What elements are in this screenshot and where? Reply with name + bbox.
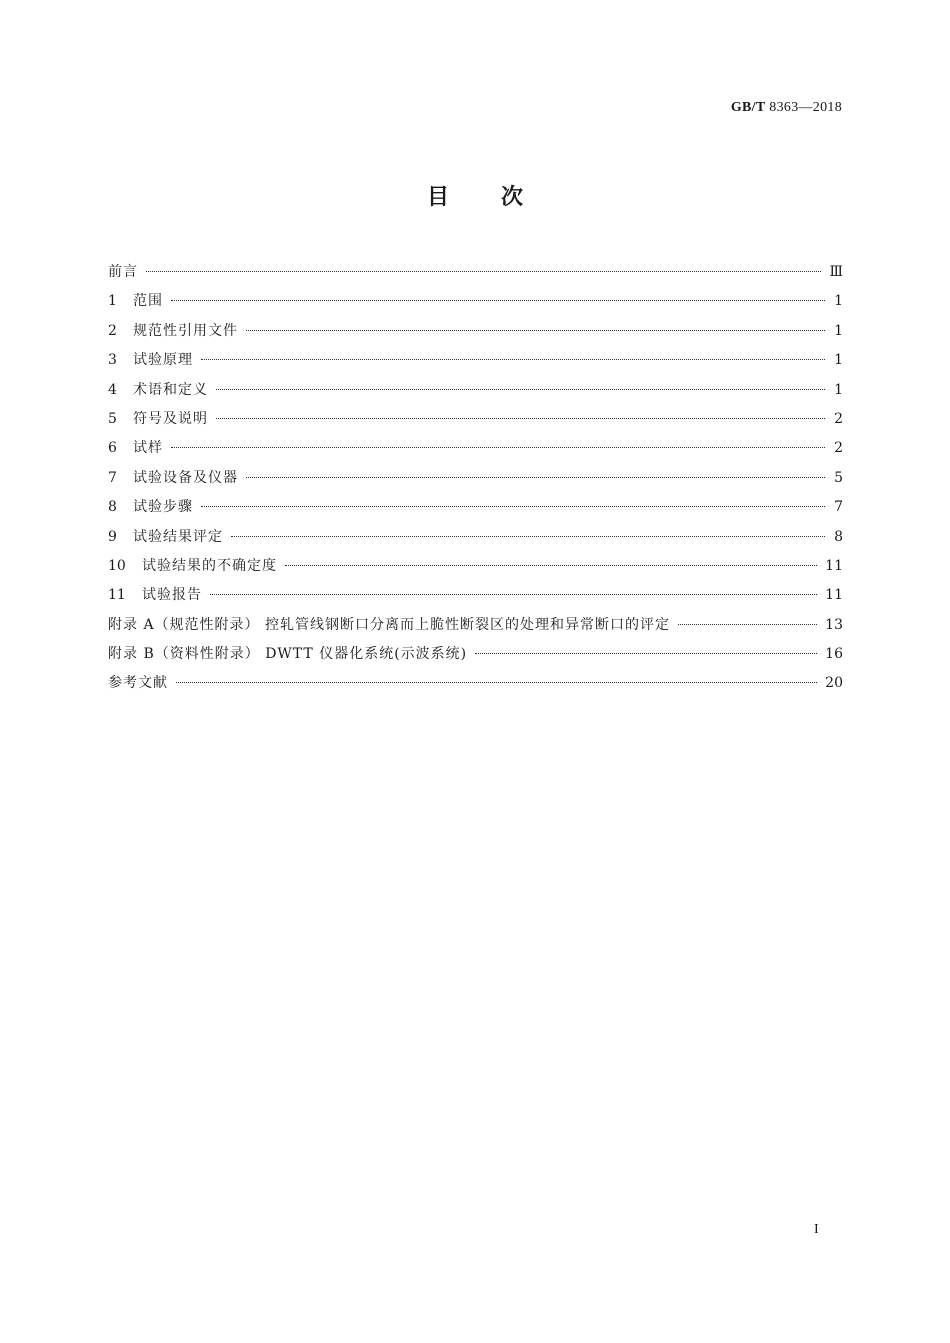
toc-label: 前言 [108, 264, 138, 280]
toc-number: 6 [108, 440, 117, 457]
toc-entry-10[interactable] [108, 552, 843, 581]
toc-label: 参考文献 [108, 675, 168, 692]
dot-leader [146, 271, 821, 272]
dot-leader [171, 300, 825, 301]
toc-label: 符号及说明 [133, 410, 208, 427]
toc-page: 7 [834, 499, 843, 516]
toc-label: 试验步骤 [133, 499, 193, 516]
toc-number: 8 [108, 499, 117, 516]
dot-leader [475, 653, 817, 654]
page-number: I [814, 1222, 819, 1237]
toc-label: 范围 [133, 293, 163, 310]
toc-page: 13 [825, 616, 843, 633]
toc-page: 1 [834, 322, 843, 339]
standard-number: 8363—2018 [769, 100, 842, 115]
toc-page: 1 [834, 293, 843, 310]
toc-entry-1[interactable] [108, 287, 843, 316]
toc-entry-7[interactable] [108, 464, 843, 493]
toc-entry-references[interactable] [108, 669, 843, 698]
toc-label: 试验结果评定 [133, 528, 223, 545]
dot-leader [285, 565, 817, 566]
toc-entry-11[interactable] [108, 581, 843, 610]
toc-number: 7 [108, 469, 117, 486]
toc-number: 3 [108, 352, 117, 369]
toc-page: 5 [834, 469, 843, 486]
dot-leader [216, 418, 825, 419]
toc-number: 5 [108, 410, 117, 427]
dot-leader [171, 447, 825, 448]
toc-page: 20 [825, 675, 843, 692]
toc-page: Ⅲ [829, 264, 843, 280]
toc-entry-4[interactable] [108, 376, 843, 405]
table-of-contents [108, 258, 843, 699]
toc-page: 1 [834, 381, 843, 398]
toc-label: 术语和定义 [133, 381, 208, 398]
dot-leader [210, 594, 817, 595]
dot-leader [216, 389, 825, 390]
dot-leader [246, 477, 825, 478]
toc-page: 11 [825, 557, 843, 574]
toc-page: 2 [834, 440, 843, 457]
toc-entry-foreword[interactable] [108, 258, 843, 287]
toc-entry-6[interactable] [108, 434, 843, 463]
toc-entry-annex-b[interactable] [108, 640, 843, 669]
toc-number: 2 [108, 322, 117, 339]
toc-number: 10 [108, 557, 126, 574]
dot-leader [246, 330, 825, 331]
dot-leader [231, 536, 825, 537]
toc-page: 16 [825, 646, 843, 663]
toc-label: 附录 B（资料性附录） DWTT 仪器化系统(示波系统) [108, 646, 468, 663]
toc-label: 附录 A（规范性附录） 控轧管线钢断口分离而上脆性断裂区的处理和异常断口的评定 [108, 616, 671, 633]
toc-number: 4 [108, 381, 117, 398]
toc-number: 9 [108, 528, 117, 545]
toc-label: 试验报告 [142, 587, 202, 604]
dot-leader [201, 359, 825, 360]
toc-label: 试验结果的不确定度 [142, 557, 277, 574]
toc-page: 11 [825, 587, 843, 604]
toc-entry-9[interactable] [108, 523, 843, 552]
toc-page: 8 [834, 528, 843, 545]
toc-entry-8[interactable] [108, 493, 843, 522]
standard-prefix: GB/T [730, 100, 766, 115]
toc-number: 11 [108, 587, 126, 604]
dot-leader [176, 682, 817, 683]
toc-number: 1 [108, 293, 117, 310]
page-title: 目次 [426, 185, 575, 210]
toc-entry-2[interactable] [108, 317, 843, 346]
standard-code [731, 100, 842, 116]
toc-label: 试验原理 [133, 352, 193, 369]
dot-leader [201, 506, 825, 507]
dot-leader [678, 624, 817, 625]
toc-page: 2 [834, 410, 843, 427]
toc-label: 试验设备及仪器 [133, 469, 238, 486]
toc-page: 1 [834, 352, 843, 369]
toc-entry-annex-a[interactable] [108, 611, 843, 640]
toc-label: 试样 [133, 440, 163, 457]
toc-label: 规范性引用文件 [133, 322, 238, 339]
toc-entry-5[interactable] [108, 405, 843, 434]
toc-entry-3[interactable] [108, 346, 843, 375]
